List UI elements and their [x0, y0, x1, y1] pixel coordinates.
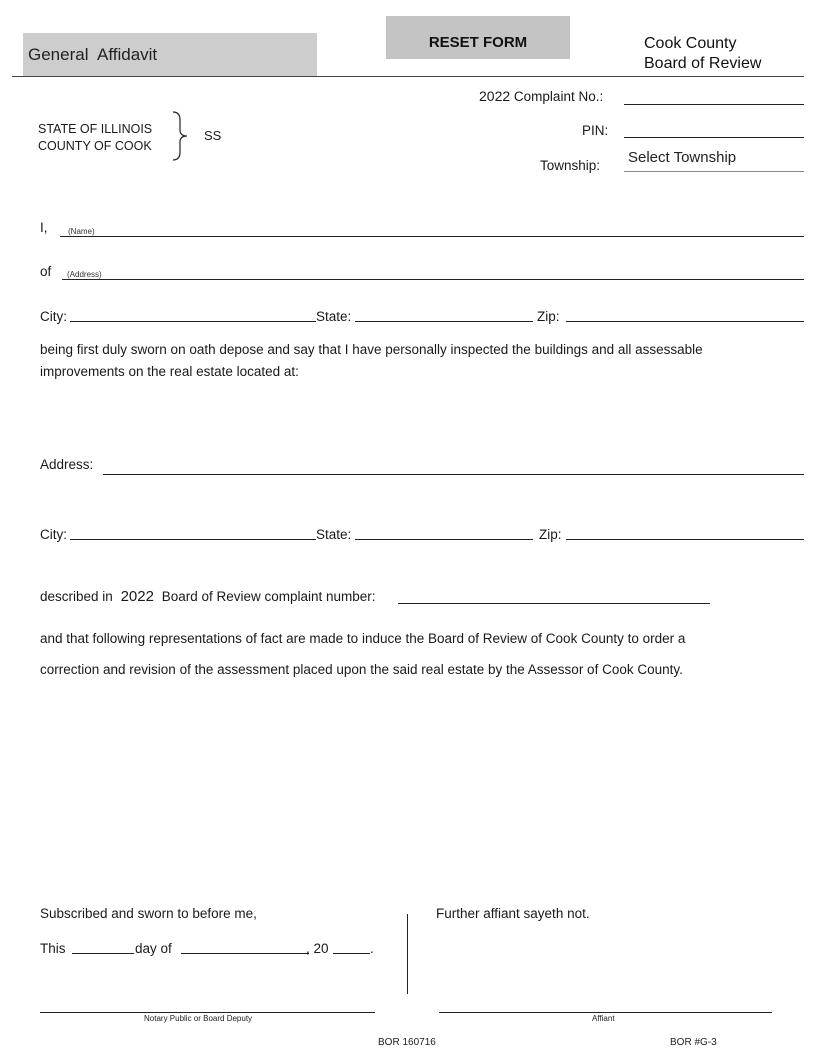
sworn-line-2: improvements on the real estate located at:	[40, 364, 299, 379]
property-address-label: Address:	[40, 457, 94, 472]
subscribed-text: Subscribed and sworn to before me,	[40, 906, 257, 921]
this-label: This	[40, 941, 66, 956]
further-affiant-text: Further affiant sayeth not.	[436, 906, 590, 921]
property-address-input[interactable]	[103, 474, 804, 475]
venue-block	[38, 121, 152, 155]
affiant-zip-input[interactable]	[566, 321, 804, 322]
notary-caption: Notary Public or Board Deputy	[144, 1014, 253, 1023]
year-input[interactable]	[333, 953, 370, 954]
affiant-caption: Affiant	[592, 1014, 615, 1023]
venue-county: COUNTY OF COOK	[38, 139, 152, 153]
affiant-name-input[interactable]	[60, 236, 804, 237]
agency-name	[644, 34, 761, 74]
reset-form-button[interactable]: RESET FORM	[386, 16, 570, 59]
affiant-state-label: State:	[316, 309, 352, 324]
affiant-state-input[interactable]	[355, 321, 533, 322]
described-line	[40, 588, 376, 605]
day-of-label: day of	[135, 941, 172, 956]
complaint-no-label: Complaint No.:	[513, 89, 604, 104]
sworn-line-1: being first duly sworn on oath depose and say that I have personally inspected the buildings and all assessable	[40, 342, 703, 357]
notary-signature-line[interactable]	[40, 1012, 375, 1013]
affiant-signature-line[interactable]	[439, 1012, 772, 1013]
header-divider	[12, 76, 804, 77]
township-label: Township:	[540, 158, 601, 173]
form-number: BOR #G-3	[670, 1037, 717, 1048]
affiant-city-input[interactable]	[70, 321, 316, 322]
day-input[interactable]	[72, 953, 134, 954]
venue-ss: SS	[204, 128, 222, 143]
address-hint: (Address)	[67, 270, 102, 279]
of-label: of	[40, 264, 52, 279]
year-prefix: , 20	[306, 941, 329, 956]
affiant-address-input[interactable]	[62, 279, 804, 280]
representation-line-2: correction and revision of the assessment placed upon the said real estate by the Assessor of Cook County.	[40, 662, 683, 677]
complaint-label	[479, 88, 603, 104]
township-select[interactable]: Select Township	[624, 145, 804, 172]
agency-line-2: Board of Review	[644, 55, 762, 72]
property-city-label: City:	[40, 527, 67, 542]
affiant-city-label: City:	[40, 309, 67, 324]
complaint-no-input[interactable]	[624, 104, 804, 105]
signature-divider	[407, 914, 408, 994]
complaint-year: 2022	[479, 88, 511, 104]
year-suffix: .	[370, 941, 374, 956]
affiant-zip-label: Zip:	[537, 309, 560, 324]
described-prefix: described in	[40, 589, 113, 604]
venue-state: STATE OF ILLINOIS	[38, 122, 153, 136]
property-state-label: State:	[316, 527, 352, 542]
month-input[interactable]	[181, 953, 309, 954]
property-zip-input[interactable]	[566, 539, 804, 540]
i-label: I,	[40, 220, 48, 235]
name-hint: (Name)	[68, 227, 95, 236]
property-zip-label: Zip:	[539, 527, 562, 542]
brace-icon	[170, 110, 194, 162]
sworn-paragraph	[40, 339, 703, 383]
property-city-input[interactable]	[70, 539, 316, 540]
pin-input[interactable]	[624, 137, 804, 138]
property-state-input[interactable]	[355, 539, 533, 540]
pin-label: PIN:	[582, 123, 609, 138]
described-complaint-input[interactable]	[398, 603, 710, 604]
representation-line-1: and that following representations of fact are made to induce the Board of Review of Cook County to order a	[40, 631, 686, 646]
agency-line-1: Cook County	[644, 35, 737, 52]
described-suffix: Board of Review complaint number:	[161, 589, 376, 604]
described-year: 2022	[120, 588, 154, 605]
form-code: BOR 160716	[378, 1037, 436, 1048]
form-title: General Affidavit	[28, 45, 158, 64]
